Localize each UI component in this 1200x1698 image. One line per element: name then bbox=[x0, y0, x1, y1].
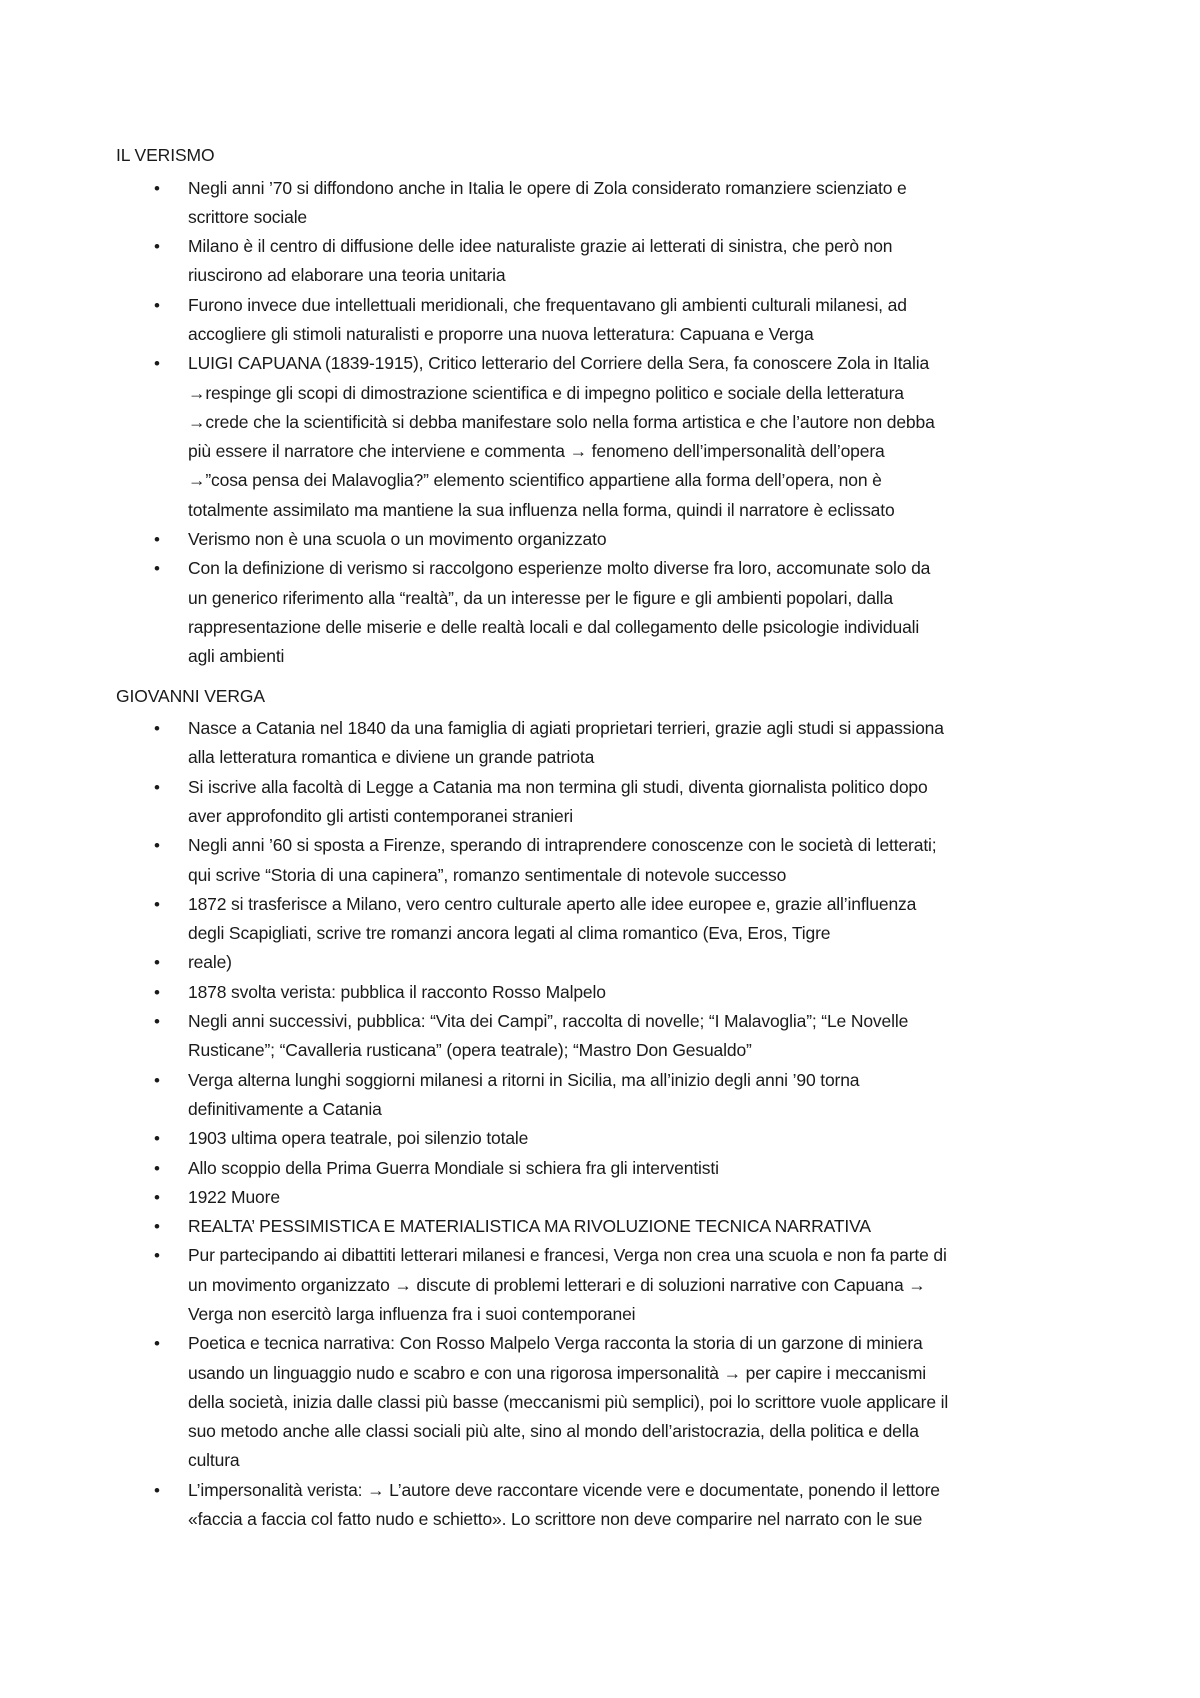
list-item-line: Rusticane”; “Cavalleria rusticana” (opera teatrale); “Mastro Don Gesualdo” bbox=[188, 1040, 752, 1061]
list-item-line: • 1922 Muore bbox=[188, 1186, 280, 1207]
list-item-line: alla letteratura romantica e diviene un grande patriota bbox=[188, 747, 595, 768]
list-item-line: un movimento organizzato → discute di problemi letterari e di soluzioni narrative con Capuana → bbox=[188, 1274, 926, 1295]
list-item bbox=[116, 1476, 1096, 1535]
list-item-line: suo metodo anche alle classi sociali più alte, sino al mondo dell’aristocrazia, della politica e della bbox=[188, 1421, 919, 1442]
list-item bbox=[116, 831, 1096, 890]
document-page bbox=[116, 141, 1096, 1544]
list-item-line: aver approfondito gli artisti contemporanei stranieri bbox=[188, 805, 574, 826]
bullet-list bbox=[116, 174, 1096, 672]
list-item-line: riuscirono ad elaborare una teoria unitaria bbox=[188, 265, 506, 286]
list-item-line: più essere il narratore che interviene e commenta → fenomeno dell’impersonalità dell’opera bbox=[188, 441, 885, 462]
section-heading: IL VERISMO bbox=[116, 145, 215, 165]
list-item bbox=[116, 948, 1096, 977]
list-item-line: →”cosa pensa dei Malavoglia?” elemento scientifico appartiene alla forma dell’opera, non è bbox=[188, 470, 882, 491]
list-item-line: totalmente assimilato ma mantiene la sua influenza nella forma, quindi il narratore è eclissato bbox=[188, 499, 895, 520]
list-item-line: • Milano è il centro di diffusione delle idee naturaliste grazie ai letterati di sinistra, che però non bbox=[188, 236, 893, 257]
list-item-line: • 1872 si trasferisce a Milano, vero centro culturale aperto alle idee europee e, grazie all’influenza bbox=[188, 893, 917, 914]
list-item-line: • Allo scoppio della Prima Guerra Mondiale si schiera fra gli interventisti bbox=[188, 1157, 719, 1178]
list-item-line: definitivamente a Catania bbox=[188, 1098, 382, 1119]
list-item-line: • Pur partecipando ai dibattiti letterari milanesi e francesi, Verga non crea una scuola e non fa parte di bbox=[188, 1245, 947, 1266]
section-heading: GIOVANNI VERGA bbox=[116, 685, 265, 706]
list-item-line: Verga non esercitò larga influenza fra i suoi contemporanei bbox=[188, 1303, 636, 1324]
list-item-line: • Negli anni ’70 si diffondono anche in Italia le opere di Zola considerato romanziere scienziato e bbox=[188, 177, 907, 198]
list-item-line: degli Scapigliati, scrive tre romanzi ancora legati al clima romantico (Eva, Eros, Tigre bbox=[188, 923, 831, 944]
list-item bbox=[116, 232, 1096, 291]
bullet-list bbox=[116, 714, 1096, 1534]
list-item-line: • Poetica e tecnica narrativa: Con Rosso Malpelo Verga racconta la storia di un garzone di miniera bbox=[188, 1333, 923, 1354]
list-item-line: • Con la definizione di verismo si raccolgono esperienze molto diverse fra loro, accomunate solo da bbox=[188, 558, 931, 579]
list-item bbox=[116, 1124, 1096, 1153]
list-item bbox=[116, 1241, 1096, 1329]
list-item bbox=[116, 890, 1096, 949]
list-item-line: «faccia a faccia col fatto nudo e schietto». Lo scrittore non deve comparire nel narrato con le sue bbox=[188, 1509, 923, 1530]
list-item-line: scrittore sociale bbox=[188, 206, 308, 227]
list-item bbox=[116, 1183, 1096, 1212]
list-item bbox=[116, 1007, 1096, 1066]
list-item-line: • Nasce a Catania nel 1840 da una famiglia di agiati proprietari terrieri, grazie agli studi si appassiona bbox=[188, 718, 944, 739]
list-item-line: • Si iscrive alla facoltà di Legge a Catania ma non termina gli studi, diventa giornalista politico dopo bbox=[188, 776, 928, 797]
list-item-line: →respinge gli scopi di dimostrazione scientifica e di impegno politico e sociale della letteratura bbox=[188, 382, 904, 403]
section-giovanni-verga bbox=[116, 682, 1096, 1535]
list-item-line: accogliere gli stimoli naturalisti e proporre una nuova letteratura: Capuana e Verga bbox=[188, 323, 814, 344]
list-item-line: agli ambienti bbox=[188, 646, 285, 667]
list-item-line: • Furono invece due intellettuali meridionali, che frequentavano gli ambienti culturali milanesi, ad bbox=[188, 294, 907, 315]
list-item bbox=[116, 525, 1096, 554]
list-item-line: →crede che la scientificità si debba manifestare solo nella forma artistica e che l’autore non debba bbox=[188, 411, 935, 432]
list-item-line: usando un linguaggio nudo e scabro e con una rigorosa impersonalità → per capire i meccanismi bbox=[188, 1362, 927, 1383]
list-item bbox=[116, 349, 1096, 525]
list-item bbox=[116, 174, 1096, 233]
list-item bbox=[116, 554, 1096, 671]
list-item bbox=[116, 714, 1096, 773]
list-item-line: • LUIGI CAPUANA (1839-1915), Critico letterario del Corriere della Sera, fa conoscere Zola in Italia bbox=[188, 353, 930, 374]
list-item bbox=[116, 1154, 1096, 1183]
section-il-verismo bbox=[116, 141, 1096, 672]
list-item-line: • Verga alterna lunghi soggiorni milanesi a ritorni in Sicilia, ma all’inizio degli anni ’90 torna bbox=[188, 1069, 860, 1090]
list-item-line: • Negli anni successivi, pubblica: “Vita dei Campi”, raccolta di novelle; “I Malavoglia”; “Le Novelle bbox=[188, 1011, 909, 1032]
list-item-line: • 1903 ultima opera teatrale, poi silenzio totale bbox=[188, 1128, 529, 1149]
list-item bbox=[116, 291, 1096, 350]
list-item bbox=[116, 773, 1096, 832]
list-item-line: un generico riferimento alla “realtà”, da un interesse per le figure e gli ambienti popolari, dalla bbox=[188, 587, 893, 608]
list-item-line: qui scrive “Storia di una capinera”, romanzo sentimentale di notevole successo bbox=[188, 864, 787, 885]
list-item-line: rappresentazione delle miserie e delle realtà locali e dal collegamento delle psicologie individuali bbox=[188, 616, 920, 637]
list-item bbox=[116, 1329, 1096, 1475]
list-item bbox=[116, 1066, 1096, 1125]
list-item-line: della società, inizia dalle classi più basse (meccanismi più semplici), poi lo scrittore vuole applicare il bbox=[188, 1391, 949, 1412]
list-item-line: • 1878 svolta verista: pubblica il racconto Rosso Malpelo bbox=[188, 981, 606, 1002]
list-item-line: • L’impersonalità verista: → L’autore deve raccontare vicende vere e documentate, ponendo il lettore bbox=[188, 1479, 940, 1500]
list-item-line: • Verismo non è una scuola o un movimento organizzato bbox=[188, 529, 607, 550]
list-item bbox=[116, 1212, 1096, 1241]
list-item-line: cultura bbox=[188, 1450, 240, 1471]
list-item bbox=[116, 978, 1096, 1007]
list-item-line: • reale) bbox=[188, 952, 232, 973]
list-item-line: • Negli anni ’60 si sposta a Firenze, sperando di intraprendere conoscenze con le società di letterati; bbox=[188, 835, 937, 856]
list-item-line: • REALTA’ PESSIMISTICA E MATERIALISTICA MA RIVOLUZIONE TECNICA NARRATIVA bbox=[188, 1216, 871, 1237]
